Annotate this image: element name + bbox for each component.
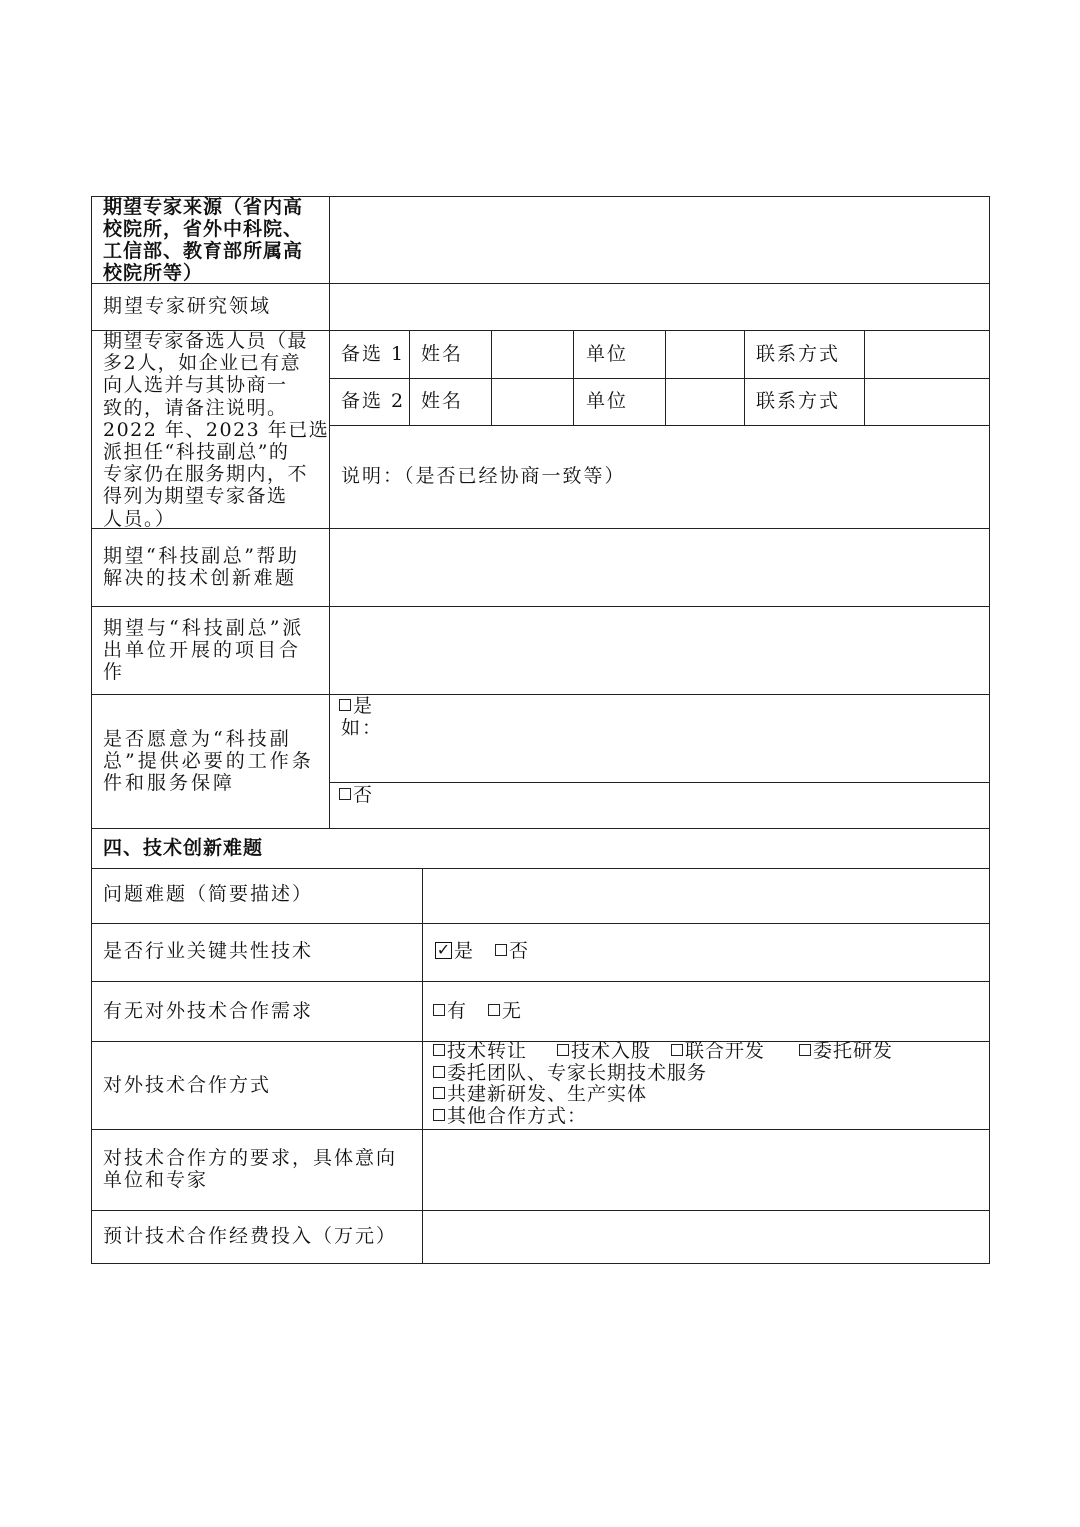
- key-tech-options: [435, 940, 528, 962]
- option-label: 无: [502, 1000, 522, 1022]
- table-divider: [91, 981, 990, 982]
- table-divider: [409, 330, 410, 426]
- coop-mode-option[interactable]: [433, 1063, 893, 1085]
- label-line: 工信部、教育部所属高: [103, 240, 304, 262]
- checkbox-icon[interactable]: [433, 1087, 445, 1099]
- label-line: 对技术合作方的要求，具体意向: [103, 1147, 398, 1169]
- support-no-option[interactable]: [339, 784, 372, 806]
- table-border: [989, 196, 990, 1264]
- research-field-value[interactable]: [330, 284, 989, 330]
- candidate-2-contact-label: 联系方式: [756, 390, 841, 412]
- coop-need-options: [433, 1000, 521, 1022]
- label-line: 单位和专家: [103, 1169, 209, 1191]
- coop-mode-option[interactable]: [799, 1040, 893, 1062]
- option-label: 否: [509, 940, 529, 962]
- label-line: 解决的技术创新难题: [103, 567, 297, 589]
- expert-source-label: [103, 196, 303, 284]
- key-tech-yes-option[interactable]: [435, 940, 473, 962]
- label-line: 校院所，省外中科院、: [103, 218, 304, 240]
- checkbox-icon[interactable]: [671, 1044, 683, 1056]
- section-title: 四、技术创新难题: [103, 837, 264, 859]
- label-line: 作: [103, 661, 126, 683]
- candidate-1-contact-label: 联系方式: [756, 343, 841, 365]
- coop-need-label: 有无对外技术合作需求: [103, 1000, 314, 1022]
- support-label: [103, 728, 314, 794]
- option-label: 否: [353, 784, 373, 806]
- option-label: 委托团队、专家长期技术服务: [447, 1061, 708, 1084]
- option-label: 其他合作方式：: [447, 1104, 588, 1127]
- checkbox-icon[interactable]: [433, 1066, 445, 1078]
- difficulty-value[interactable]: [330, 529, 989, 606]
- label-line: 得列为期望专家备选: [103, 485, 288, 508]
- checkbox-icon[interactable]: [339, 699, 351, 711]
- requirement-value[interactable]: [423, 1130, 989, 1210]
- label-line: 出单位开展的项目合: [103, 639, 302, 661]
- checked-checkbox-icon[interactable]: ✓: [436, 939, 451, 959]
- coop-modes-row: [433, 1041, 893, 1063]
- label-line: 向人选并与其协商一: [103, 374, 288, 397]
- note-text[interactable]: 说明：（是否已经协商一致等）: [341, 465, 626, 487]
- support-yes-option[interactable]: [339, 695, 372, 717]
- label-line: 致的，请备注说明。: [103, 396, 288, 419]
- table-border: [91, 196, 92, 1264]
- coop-mode-label: 对外技术合作方式: [103, 1074, 272, 1096]
- candidate-1-unit-label: 单位: [586, 343, 629, 365]
- checkbox-icon[interactable]: [433, 1004, 445, 1016]
- table-divider: [91, 923, 990, 924]
- label-line: 期望专家备选人员（最: [103, 330, 309, 352]
- research-field-label: 期望专家研究领域: [103, 295, 272, 317]
- candidates-label: [103, 330, 329, 530]
- option-label: 有: [447, 1000, 467, 1022]
- label-line: 多2人，如企业已有意: [103, 352, 302, 375]
- problem-value[interactable]: [423, 869, 989, 923]
- table-divider: [744, 330, 745, 426]
- coop-modes: [433, 1041, 893, 1127]
- coop-need-yes-option[interactable]: [433, 1000, 466, 1022]
- checkbox-icon[interactable]: [495, 944, 507, 956]
- candidate-2-name-input[interactable]: [492, 379, 573, 425]
- budget-value[interactable]: [423, 1211, 989, 1263]
- candidate-2-unit-label: 单位: [586, 390, 629, 412]
- budget-label: 预计技术合作经费投入（万元）: [103, 1225, 398, 1247]
- checkbox-icon[interactable]: [557, 1044, 569, 1056]
- label-line: 校院所等）: [103, 262, 204, 284]
- project-label: [103, 617, 304, 683]
- table-divider: [573, 330, 574, 426]
- candidate-1-unit-input[interactable]: [666, 331, 744, 378]
- option-label: 委托研发: [813, 1040, 894, 1062]
- coop-mode-option[interactable]: [433, 1106, 893, 1128]
- checkbox-icon[interactable]: [799, 1044, 811, 1056]
- label-line: 期望与“科技副总”派: [103, 617, 305, 639]
- table-border: [91, 1263, 990, 1264]
- option-label: 是: [454, 940, 474, 962]
- key-tech-label: 是否行业关键共性技术: [103, 940, 314, 962]
- candidate-1-contact-input[interactable]: [865, 331, 989, 378]
- difficulty-label: [103, 545, 299, 589]
- table-divider: [329, 782, 990, 783]
- coop-mode-option[interactable]: [557, 1040, 651, 1062]
- table-divider: [91, 694, 990, 695]
- requirement-label: [103, 1147, 397, 1191]
- label-line: 人员。）: [103, 507, 176, 530]
- checkbox-icon[interactable]: [488, 1004, 500, 1016]
- coop-mode-option[interactable]: [433, 1040, 527, 1062]
- table-divider: [329, 425, 990, 426]
- problem-label: 问题难题（简要描述）: [103, 883, 314, 905]
- project-value[interactable]: [330, 607, 989, 694]
- candidate-2-id: 备选 2: [341, 390, 406, 412]
- option-label: 共建新研发、生产实体: [447, 1083, 648, 1105]
- checkbox-icon[interactable]: [433, 1044, 445, 1056]
- label-line: 期望专家来源（省内高: [103, 196, 304, 218]
- label-line: 件和服务保障: [103, 772, 236, 794]
- label-line: 专家仍在服务期内，不: [103, 463, 309, 486]
- label-line: 派担任“科技副总”的: [103, 441, 290, 464]
- candidate-2-unit-input[interactable]: [666, 379, 744, 425]
- checkbox-icon[interactable]: [433, 1109, 445, 1121]
- label-line: 2022 年、2023 年已选: [103, 418, 330, 441]
- support-example: 如：: [341, 717, 384, 739]
- coop-mode-option[interactable]: [671, 1040, 765, 1062]
- label-line: 总”提供必要的工作条: [103, 750, 314, 772]
- table-divider: [91, 828, 990, 829]
- option-label: 联合开发: [685, 1040, 766, 1062]
- key-tech-no-option[interactable]: [495, 940, 528, 962]
- candidate-2-contact-input[interactable]: [865, 379, 989, 425]
- coop-mode-option[interactable]: [433, 1084, 893, 1106]
- candidate-1-name-label: 姓名: [421, 343, 464, 365]
- coop-need-no-option[interactable]: [488, 1000, 521, 1022]
- option-label: 技术入股: [571, 1040, 652, 1062]
- option-label: 技术转让: [447, 1040, 528, 1062]
- checkbox-icon[interactable]: [339, 788, 351, 800]
- candidate-2-name-label: 姓名: [421, 390, 464, 412]
- label-line: 期望“科技副总”帮助: [103, 545, 300, 567]
- option-label: 是: [353, 695, 373, 717]
- candidate-1-name-input[interactable]: [492, 331, 573, 378]
- label-line: 是否愿意为“科技副: [103, 728, 292, 750]
- candidate-1-id: 备选 1: [341, 343, 406, 365]
